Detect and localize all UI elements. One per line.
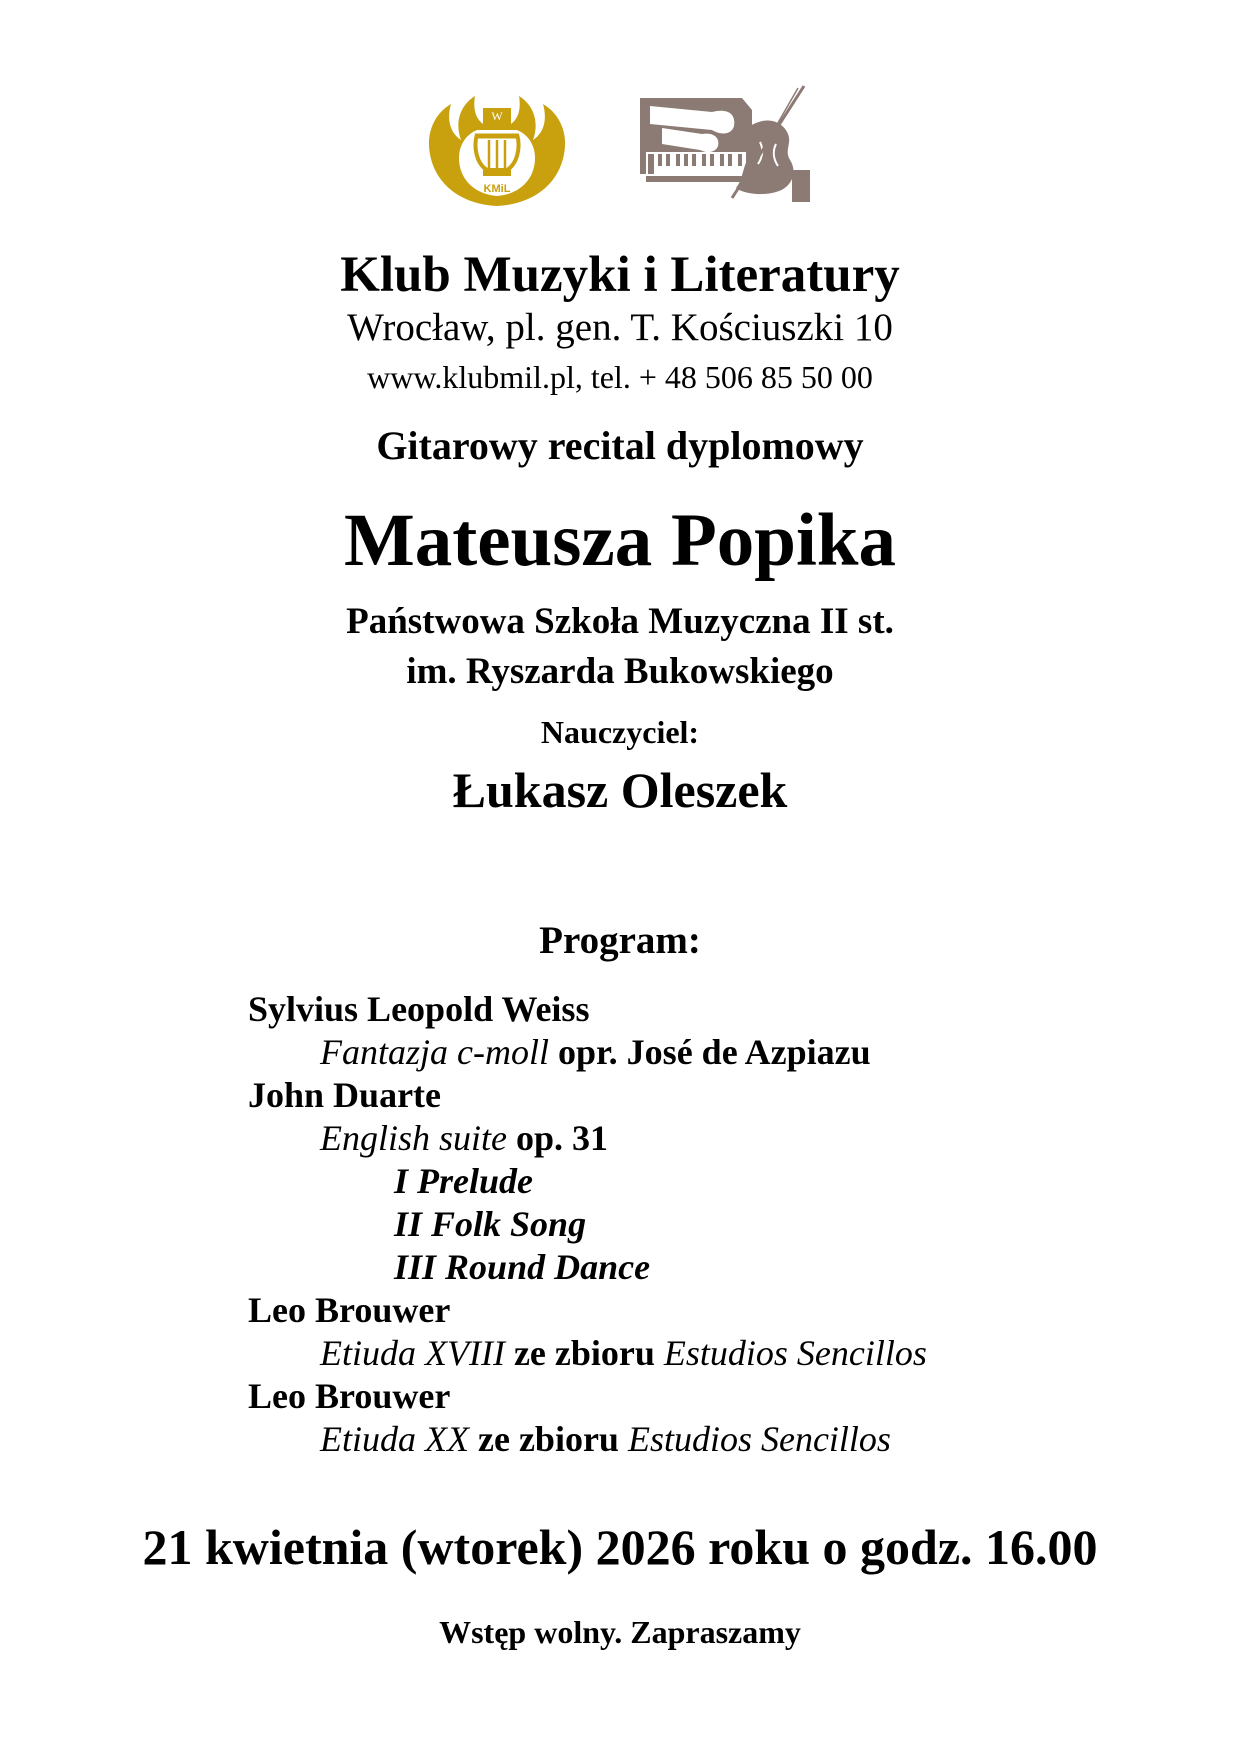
- program-movement: II Folk Song: [394, 1204, 587, 1244]
- club-address: Wrocław, pl. gen. T. Kościuszki 10: [347, 306, 893, 349]
- program-work: [320, 1031, 871, 1073]
- kmil-logo-text: KMiL: [483, 183, 511, 195]
- program-work: [320, 1332, 927, 1374]
- school-name-line-1: Państwowa Szkoła Muzyczna II st.: [346, 601, 894, 642]
- performer-name: Mateusza Popika: [343, 499, 897, 582]
- program-composer: John Duarte: [248, 1075, 442, 1115]
- musical-instruments-icon: [632, 84, 810, 202]
- club-contact: www.klubmil.pl, tel. + 48 506 85 50 00: [367, 359, 873, 395]
- kmil-lyre-logo-icon: [425, 78, 570, 208]
- program-heading: Program:: [539, 919, 701, 962]
- program-composer: Leo Brouwer: [248, 1290, 451, 1330]
- event-date: 21 kwietnia (wtorek) 2026 roku o godz. 16.00: [142, 1519, 1098, 1575]
- club-name: Klub Muzyki i Literatury: [340, 247, 900, 303]
- program-work: [320, 1117, 608, 1159]
- work-title: Etiuda XX: [320, 1419, 469, 1459]
- work-collection: Estudios Sencillos: [627, 1419, 891, 1459]
- work-suffix: op. 31: [507, 1118, 609, 1158]
- work-connector: ze zbioru: [504, 1333, 664, 1373]
- work-title: English suite: [320, 1118, 507, 1158]
- teacher-label: Nauczyciel:: [540, 714, 700, 750]
- program-composer: Sylvius Leopold Weiss: [248, 989, 590, 1029]
- logo-bar: [0, 78, 1240, 208]
- program-composer: Leo Brouwer: [248, 1376, 451, 1416]
- school-name-line-2: im. Ryszarda Bukowskiego: [406, 651, 834, 692]
- kmil-logo-monogram: W: [491, 109, 503, 123]
- program-work: [320, 1418, 891, 1460]
- work-collection: Estudios Sencillos: [663, 1333, 927, 1373]
- program-movement: I Prelude: [394, 1161, 533, 1201]
- program-movement: III Round Dance: [394, 1247, 651, 1287]
- footer-note: Wstęp wolny. Zapraszamy: [439, 1614, 801, 1650]
- work-title: Etiuda XVIII: [320, 1333, 505, 1373]
- work-suffix: opr. José de Azpiazu: [548, 1032, 871, 1072]
- work-title: Fantazja c-moll: [320, 1032, 549, 1072]
- event-type: Gitarowy recital dyplomowy: [376, 423, 864, 468]
- teacher-name: Łukasz Oleszek: [452, 762, 788, 818]
- work-connector: ze zbioru: [468, 1419, 628, 1459]
